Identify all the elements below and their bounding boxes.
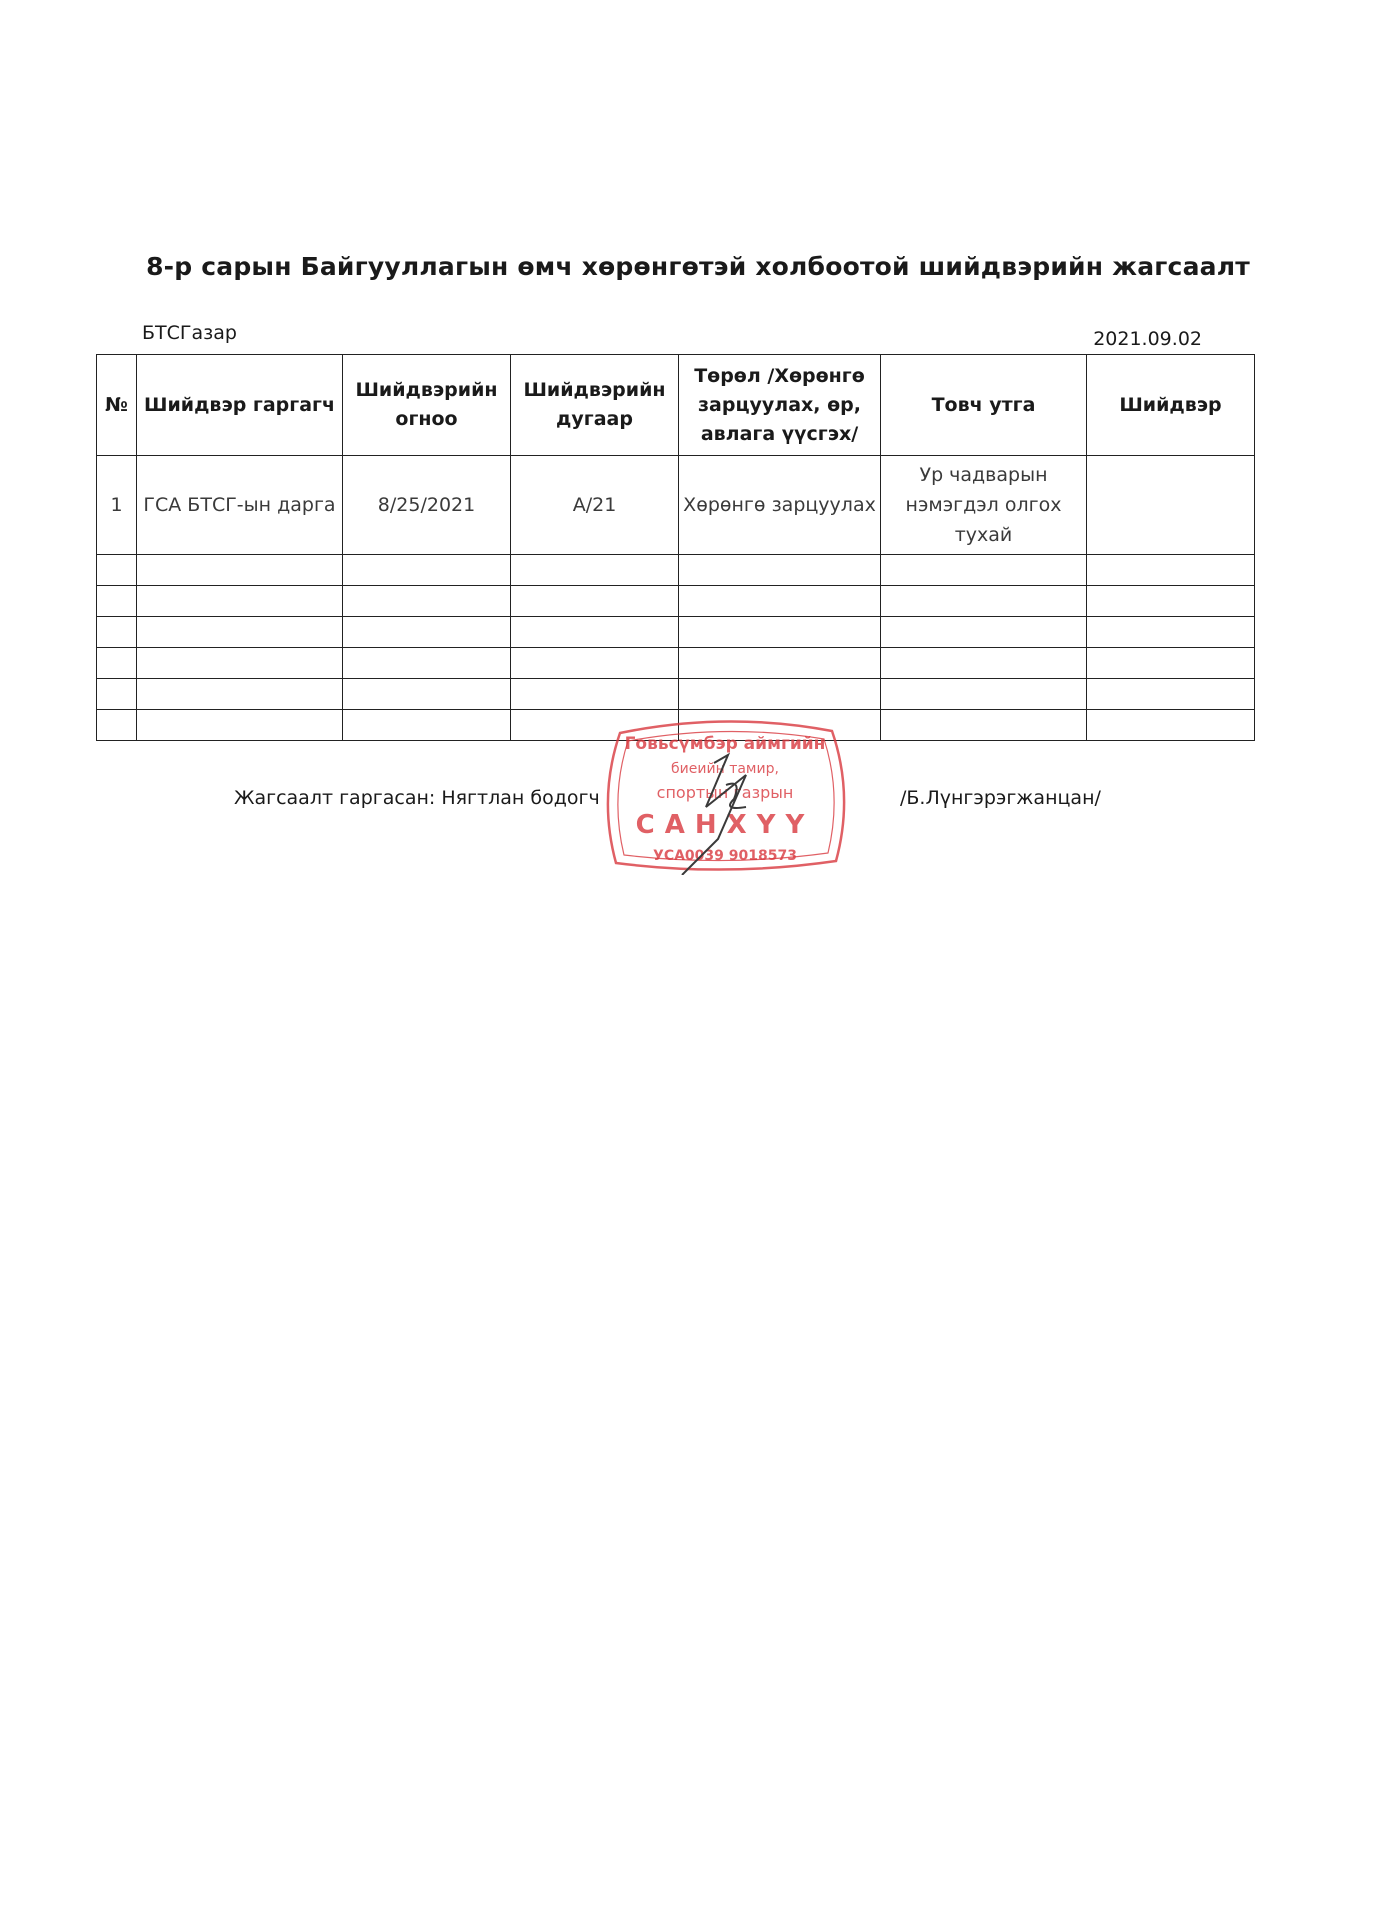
table-cell-empty [137, 555, 343, 586]
table-cell-empty [137, 648, 343, 679]
cell-number: 1 [97, 456, 137, 555]
prepared-by: Жагсаалт гаргасан: Нягтлан бодогч [234, 787, 600, 809]
table-cell-empty [511, 648, 679, 679]
decisions-table [96, 354, 1255, 741]
table-cell-empty [679, 617, 881, 648]
cell-issuer: ГСА БТСГ-ын дарга [137, 456, 343, 555]
table-cell-empty [679, 679, 881, 710]
table-cell-empty [1087, 710, 1255, 741]
header-decision-date: Шийдвэрийн огноо [343, 355, 511, 456]
table-cell-empty [1087, 679, 1255, 710]
stamp-line5: УСА0039 9018573 [653, 848, 797, 864]
table-cell-empty [343, 617, 511, 648]
header-decision: Шийдвэр [1087, 355, 1255, 456]
table-cell-empty [343, 555, 511, 586]
stamp-line1: Говьсүмбэр аймгийн [624, 734, 826, 754]
table-cell-empty [97, 710, 137, 741]
signer-name: /Б.Лүнгэрэгжанцан/ [900, 787, 1101, 809]
table-cell-empty [1087, 617, 1255, 648]
table-cell-empty [1087, 648, 1255, 679]
table-cell-empty [137, 710, 343, 741]
table-row [97, 456, 1255, 555]
cell-decision-number: А/21 [511, 456, 679, 555]
header-number: № [97, 355, 137, 456]
cell-decision-date: 8/25/2021 [343, 456, 511, 555]
header-type: Төрөл /Хөрөнгө зарцуулах, өр, авлага үүсгэх/ [679, 355, 881, 456]
table-cell-empty [97, 555, 137, 586]
table-cell-empty [97, 679, 137, 710]
table-cell-empty [343, 679, 511, 710]
table-cell-empty [1087, 586, 1255, 617]
table-cell-empty [881, 555, 1087, 586]
cell-decision [1087, 456, 1255, 555]
table-cell-empty [97, 617, 137, 648]
table-row-empty [97, 586, 1255, 617]
stamp-line2: биеийн тамир, [671, 761, 779, 777]
organization-name: БТСГазар [142, 322, 237, 344]
table-cell-empty [881, 586, 1087, 617]
header-decision-number: Шийдвэрийн дугаар [511, 355, 679, 456]
document-title: 8-р сарын Байгууллагын өмч хөрөнгөтэй холбоотой шийдвэрийн жагсаалт [146, 252, 1250, 281]
table-header-row [97, 355, 1255, 456]
table-cell-empty [343, 586, 511, 617]
header-issuer: Шийдвэр гаргагч [137, 355, 343, 456]
cell-type: Хөрөнгө зарцуулах [679, 456, 881, 555]
table-cell-empty [343, 648, 511, 679]
table-cell-empty [511, 555, 679, 586]
table-cell-empty [679, 648, 881, 679]
header-summary: Товч утга [881, 355, 1087, 456]
table-cell-empty [137, 617, 343, 648]
table-cell-empty [1087, 555, 1255, 586]
table-cell-empty [881, 648, 1087, 679]
table-row-empty [97, 648, 1255, 679]
table-cell-empty [137, 586, 343, 617]
stamp-line3: спортын газрын [656, 783, 794, 802]
table-cell-empty [137, 679, 343, 710]
table-cell-empty [511, 679, 679, 710]
table-cell-empty [679, 555, 881, 586]
table-cell-empty [881, 710, 1087, 741]
table-cell-empty [343, 710, 511, 741]
table-cell-empty [97, 586, 137, 617]
cell-summary: Ур чадварын нэмэгдэл олгох тухай [881, 456, 1087, 555]
table-cell-empty [679, 586, 881, 617]
table-row-empty [97, 555, 1255, 586]
table-cell-empty [97, 648, 137, 679]
table-row-empty [97, 617, 1255, 648]
stamp-line4: САНХҮҮ [635, 810, 815, 840]
table-cell-empty [881, 679, 1087, 710]
table-cell-empty [881, 617, 1087, 648]
table-cell-empty [511, 586, 679, 617]
official-stamp [596, 715, 854, 875]
table-row-empty [97, 679, 1255, 710]
table-cell-empty [511, 617, 679, 648]
document-date: 2021.09.02 [1093, 328, 1202, 350]
